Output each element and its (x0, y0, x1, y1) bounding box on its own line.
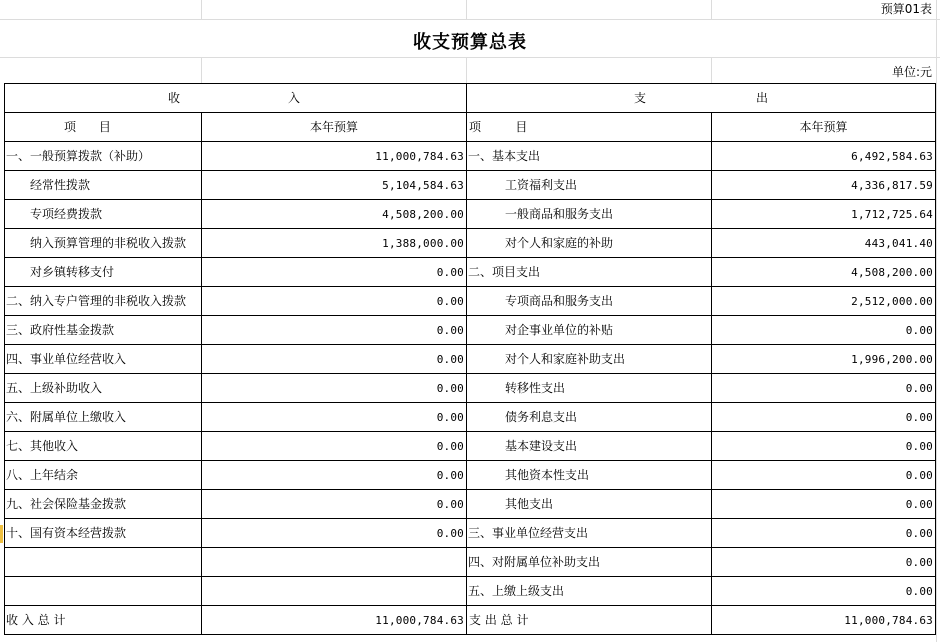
table-border (4, 315, 936, 316)
table-border (466, 83, 467, 635)
col-header-budget-income: 本年预算 (309, 120, 358, 134)
expense-item-value: 2,512,000.00 (851, 295, 933, 308)
expense-item-value: 0.00 (905, 440, 933, 453)
expense-item-value: 1,712,725.64 (851, 208, 933, 221)
col-header-item-income: 项 目 (64, 120, 111, 134)
page-title: 收支预算总表 (413, 32, 527, 53)
expense-item-value: 0.00 (905, 411, 933, 424)
expense-item-label: 其他资本性支出 (505, 468, 590, 482)
expense-item-value: 6,492,584.63 (851, 150, 933, 163)
expense-item-label: 债务利息支出 (505, 410, 578, 424)
gridline (711, 0, 712, 20)
expense-item-label: 一般商品和服务支出 (505, 207, 614, 221)
income-header-left: 收 (168, 91, 181, 105)
gridline (466, 0, 467, 20)
expense-item-label: 五、上缴上级支出 (468, 584, 565, 598)
income-item-label: 四、事业单位经营收入 (6, 352, 127, 366)
table-border (4, 576, 936, 577)
expense-item-label: 对个人和家庭补助支出 (505, 352, 626, 366)
expense-item-value: 0.00 (905, 382, 933, 395)
expense-item-label: 三、事业单位经营支出 (468, 526, 589, 540)
expense-item-label: 基本建设支出 (505, 439, 578, 453)
table-border (4, 605, 936, 606)
table-border (4, 257, 936, 258)
income-item-label: 八、上年结余 (6, 468, 79, 482)
expense-header-right: 出 (756, 91, 769, 105)
expense-item-value: 1,996,200.00 (851, 353, 933, 366)
table-border (4, 489, 936, 490)
table-border (4, 170, 936, 171)
income-item-value: 0.00 (436, 382, 464, 395)
table-border (4, 518, 936, 519)
gridline (201, 0, 202, 20)
income-item-value: 0.00 (436, 469, 464, 482)
expense-item-label: 四、对附属单位补助支出 (468, 555, 601, 569)
income-item-label: 二、纳入专户管理的非税收入拨款 (6, 294, 187, 308)
income-item-value: 11,000,784.63 (375, 150, 464, 163)
expense-item-label: 专项商品和服务支出 (505, 294, 614, 308)
expense-item-label: 二、项目支出 (468, 265, 541, 279)
table-border (4, 431, 936, 432)
expense-item-value: 4,508,200.00 (851, 266, 933, 279)
income-item-value: 0.00 (436, 353, 464, 366)
expense-item-value: 0.00 (905, 324, 933, 337)
income-header-right: 入 (288, 91, 301, 105)
income-total-value: 11,000,784.63 (375, 614, 464, 627)
income-item-value: 4,508,200.00 (382, 208, 464, 221)
gridline (0, 57, 940, 58)
income-item-value: 0.00 (436, 498, 464, 511)
gridline (711, 57, 712, 83)
expense-item-label: 对企事业单位的补贴 (505, 323, 614, 337)
expense-item-label: 对个人和家庭的补助 (505, 236, 614, 250)
income-item-label: 十、国有资本经营拨款 (6, 526, 127, 540)
income-item-label: 对乡镇转移支付 (30, 265, 115, 279)
table-border (935, 83, 936, 635)
expense-item-value: 0.00 (905, 527, 933, 540)
gridline (466, 57, 467, 83)
row-selection-marker (0, 525, 3, 543)
gridline (936, 0, 937, 642)
col-header-item-expense: 项 目 (469, 120, 528, 134)
expense-item-value: 443,041.40 (864, 237, 933, 250)
income-item-label: 一、一般预算拨款（补助） (6, 149, 151, 163)
expense-item-label: 一、基本支出 (468, 149, 541, 163)
unit-label: 单位:元 (891, 65, 932, 79)
income-item-label: 七、其他收入 (6, 439, 79, 453)
table-border (4, 634, 936, 635)
table-border (4, 402, 936, 403)
expense-header-left: 支 (634, 91, 647, 105)
income-item-value: 0.00 (436, 295, 464, 308)
income-item-value: 0.00 (436, 324, 464, 337)
income-item-value: 0.00 (436, 527, 464, 540)
expense-total-label: 支 出 总 计 (469, 613, 529, 627)
income-item-value: 0.00 (436, 440, 464, 453)
income-item-label: 纳入预算管理的非税收入拨款 (30, 236, 187, 250)
gridline (0, 19, 940, 20)
income-item-value: 0.00 (436, 411, 464, 424)
income-item-value: 0.00 (436, 266, 464, 279)
income-item-value: 1,388,000.00 (382, 237, 464, 250)
col-header-budget-expense: 本年预算 (799, 120, 848, 134)
expense-item-value: 0.00 (905, 498, 933, 511)
income-item-label: 九、社会保险基金拨款 (6, 497, 127, 511)
table-border (4, 83, 5, 635)
income-item-label: 五、上级补助收入 (6, 381, 103, 395)
expense-item-value: 4,336,817.59 (851, 179, 933, 192)
gridline (201, 57, 202, 83)
table-border (4, 344, 936, 345)
table-border (4, 460, 936, 461)
table-border (4, 112, 936, 113)
income-item-label: 六、附属单位上缴收入 (6, 410, 127, 424)
expense-item-value: 0.00 (905, 585, 933, 598)
income-item-value: 5,104,584.63 (382, 179, 464, 192)
table-border (4, 373, 936, 374)
table-border (4, 547, 936, 548)
expense-item-label: 工资福利支出 (505, 178, 578, 192)
expense-item-value: 0.00 (905, 556, 933, 569)
expense-item-value: 0.00 (905, 469, 933, 482)
table-border (4, 141, 936, 142)
expense-item-label: 其他支出 (505, 497, 554, 511)
income-item-label: 三、政府性基金拨款 (6, 323, 115, 337)
table-border (4, 286, 936, 287)
income-item-label: 专项经费拨款 (30, 207, 103, 221)
table-border (4, 228, 936, 229)
expense-item-label: 转移性支出 (505, 381, 566, 395)
income-item-label: 经常性拨款 (30, 178, 91, 192)
income-total-label: 收 入 总 计 (6, 613, 66, 627)
table-border (4, 199, 936, 200)
expense-total-value: 11,000,784.63 (844, 614, 933, 627)
table-border (4, 83, 936, 84)
sheet-label: 预算01表 (880, 2, 932, 16)
